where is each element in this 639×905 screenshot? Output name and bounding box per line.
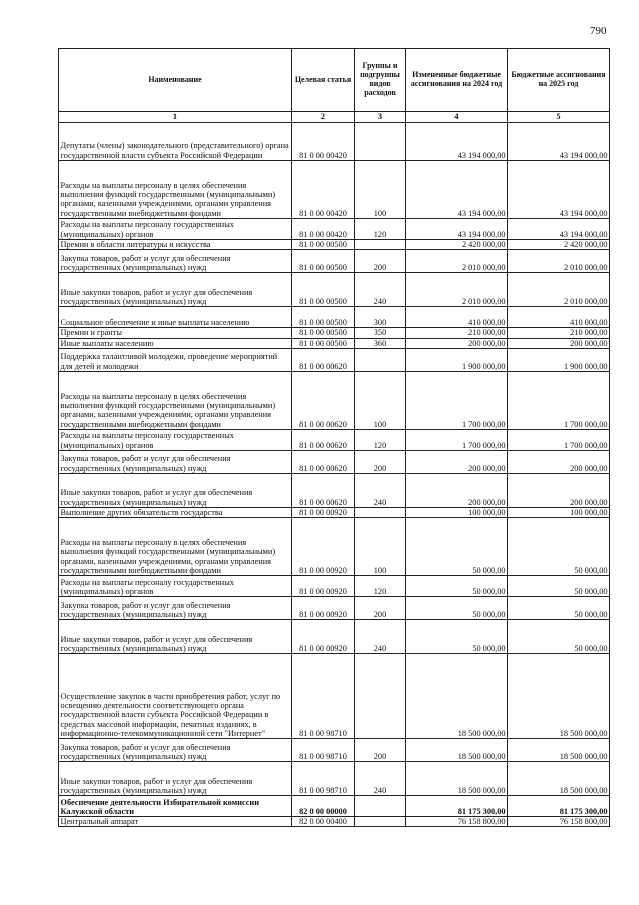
row-group-code [355,123,406,161]
row-amount-2024: 1 700 000,00 [406,429,508,450]
row-group-code: 120 [355,576,406,597]
row-group-code: 100 [355,161,406,219]
row-amount-2025: 210 000,00 [508,328,610,338]
row-name: Социальное обеспечение и иные выплаты населению [59,307,292,328]
row-name: Закупка товаров, работ и услуг для обеспечения государственных (муниципальных) нужд [59,450,292,473]
row-name: Выполнение других обязательств государства [59,507,292,517]
table-row [59,796,610,817]
row-target-code: 81 0 00 00620 [292,450,355,473]
row-group-code: 120 [355,219,406,240]
row-target-code: 81 0 00 98710 [292,654,355,739]
row-amount-2025: 1 900 000,00 [508,348,610,371]
row-group-code [355,507,406,517]
row-group-code: 200 [355,597,406,620]
row-group-code: 350 [355,328,406,338]
row-name: Закупка товаров, работ и услуг для обеспечения государственных (муниципальных) нужд [59,597,292,620]
header-name: Наименование [59,49,292,112]
row-amount-2024: 210 000,00 [406,328,508,338]
column-index: 2 [292,112,355,123]
row-target-code: 81 0 00 98710 [292,739,355,762]
row-amount-2024: 200 000,00 [406,338,508,348]
row-target-code: 81 0 00 00620 [292,429,355,450]
row-target-code: 81 0 00 00920 [292,597,355,620]
row-amount-2025: 76 158 800,00 [508,817,610,827]
row-name: Расходы на выплаты персоналу государственных (муниципальных) органов [59,576,292,597]
row-name: Закупка товаров, работ и услуг для обеспечения государственных (муниципальных) нужд [59,739,292,762]
row-amount-2025: 81 175 300,00 [508,796,610,817]
row-group-code: 240 [355,762,406,796]
table-row [59,739,610,762]
table-row [59,518,610,576]
table-row [59,348,610,371]
row-amount-2024: 100 000,00 [406,507,508,517]
row-target-code: 81 0 00 00620 [292,371,355,429]
row-group-code: 360 [355,338,406,348]
row-name: Иные закупки товаров, работ и услуг для обеспечения государственных (муниципальных) нужд [59,473,292,507]
table-row [59,620,610,654]
row-target-code: 81 0 00 00620 [292,473,355,507]
table-row [59,161,610,219]
column-index: 3 [355,112,406,123]
row-amount-2025: 2 420 000,00 [508,240,610,250]
table-row [59,307,610,328]
row-amount-2025: 1 700 000,00 [508,371,610,429]
row-name: Поддержка талантливой молодежи, проведение мероприятий для детей и молодежи [59,348,292,371]
column-index: 4 [406,112,508,123]
row-amount-2024: 50 000,00 [406,576,508,597]
row-name: Иные выплаты населению [59,338,292,348]
column-index-row [59,112,610,123]
row-amount-2024: 200 000,00 [406,450,508,473]
column-index: 5 [508,112,610,123]
row-amount-2024: 81 175 300,00 [406,796,508,817]
row-amount-2025: 200 000,00 [508,450,610,473]
row-amount-2025: 50 000,00 [508,518,610,576]
row-amount-2025: 2 010 000,00 [508,273,610,307]
row-group-code [355,348,406,371]
row-target-code: 81 0 00 00500 [292,338,355,348]
row-name: Осуществление закупок в части приобретения работ, услуг по освещению деятельности соответствующего органа государственной власти субъекта Российской Федерации в средствах массовой информации, печатных изданиях, в информационно-телекоммуникационной сети "Интернет" [59,654,292,739]
row-name: Премии и гранты [59,328,292,338]
row-name: Расходы на выплаты персоналу в целях обеспечения выполнения функций государственными (муниципальными) органами, казенными учреждениями, органами управления государственными внебюджетными фондами [59,371,292,429]
row-amount-2025: 2 010 000,00 [508,250,610,273]
table-row [59,123,610,161]
row-target-code: 81 0 00 00420 [292,161,355,219]
row-group-code [355,654,406,739]
row-target-code: 81 0 00 00420 [292,219,355,240]
row-amount-2025: 43 194 000,00 [508,123,610,161]
row-group-code: 120 [355,429,406,450]
row-amount-2024: 1 700 000,00 [406,371,508,429]
row-group-code: 200 [355,250,406,273]
table-row [59,597,610,620]
row-amount-2024: 18 500 000,00 [406,762,508,796]
row-group-code [355,240,406,250]
row-name: Иные закупки товаров, работ и услуг для обеспечения государственных (муниципальных) нужд [59,762,292,796]
row-name: Расходы на выплаты персоналу государственных (муниципальных) органов [59,219,292,240]
row-amount-2024: 76 158 800,00 [406,817,508,827]
table-row [59,576,610,597]
row-amount-2025: 18 500 000,00 [508,654,610,739]
budget-table [58,48,610,827]
row-target-code: 82 0 00 00000 [292,796,355,817]
row-group-code: 200 [355,450,406,473]
row-name: Расходы на выплаты персоналу в целях обеспечения выполнения функций государственными (муниципальными) органами, казенными учреждениями, органами управления государственными внебюджетными фондами [59,161,292,219]
page-number: 790 [590,25,607,37]
row-target-code: 81 0 00 00500 [292,250,355,273]
table-row [59,328,610,338]
row-name: Депутаты (члены) законодательного (представительного) органа государственной власти субъекта Российской Федерации [59,123,292,161]
table-row [59,250,610,273]
row-target-code: 81 0 00 00920 [292,507,355,517]
table-row [59,654,610,739]
row-amount-2024: 2 010 000,00 [406,273,508,307]
row-amount-2024: 50 000,00 [406,597,508,620]
row-amount-2025: 50 000,00 [508,576,610,597]
row-amount-2024: 18 500 000,00 [406,739,508,762]
header-groups: Группы и подгруппы видов расходов [355,49,406,112]
row-target-code: 81 0 00 00500 [292,328,355,338]
row-target-code: 81 0 00 00620 [292,348,355,371]
row-target-code: 81 0 00 00920 [292,576,355,597]
row-target-code: 81 0 00 00920 [292,518,355,576]
table-row [59,240,610,250]
row-amount-2024: 43 194 000,00 [406,219,508,240]
row-target-code: 82 0 00 00400 [292,817,355,827]
row-amount-2024: 410 000,00 [406,307,508,328]
row-name: Иные закупки товаров, работ и услуг для обеспечения государственных (муниципальных) нужд [59,273,292,307]
row-amount-2024: 50 000,00 [406,620,508,654]
table-row [59,762,610,796]
row-amount-2025: 50 000,00 [508,597,610,620]
row-name: Премии в области литературы и искусства [59,240,292,250]
row-amount-2025: 43 194 000,00 [508,219,610,240]
table-row [59,371,610,429]
table-row [59,817,610,827]
table-row [59,219,610,240]
row-amount-2024: 200 000,00 [406,473,508,507]
row-group-code: 240 [355,273,406,307]
row-amount-2025: 18 500 000,00 [508,762,610,796]
row-amount-2024: 43 194 000,00 [406,123,508,161]
row-name: Центральный аппарат [59,817,292,827]
row-name: Расходы на выплаты персоналу государственных (муниципальных) органов [59,429,292,450]
table-row [59,338,610,348]
header-changed-2024: Измененные бюджетные ассигнования на 2024 год [406,49,508,112]
row-name: Иные закупки товаров, работ и услуг для обеспечения государственных (муниципальных) нужд [59,620,292,654]
row-group-code: 300 [355,307,406,328]
row-amount-2025: 410 000,00 [508,307,610,328]
row-target-code: 81 0 00 00420 [292,123,355,161]
table-row [59,273,610,307]
row-group-code [355,817,406,827]
row-amount-2024: 18 500 000,00 [406,654,508,739]
row-group-code: 100 [355,371,406,429]
row-group-code: 100 [355,518,406,576]
table-row [59,473,610,507]
row-amount-2025: 200 000,00 [508,338,610,348]
row-amount-2024: 2 420 000,00 [406,240,508,250]
row-amount-2024: 43 194 000,00 [406,161,508,219]
row-group-code: 200 [355,739,406,762]
row-target-code: 81 0 00 00920 [292,620,355,654]
row-target-code: 81 0 00 00500 [292,307,355,328]
row-amount-2024: 1 900 000,00 [406,348,508,371]
row-amount-2025: 43 194 000,00 [508,161,610,219]
row-name: Расходы на выплаты персоналу в целях обеспечения выполнения функций государственными (муниципальными) органами, казенными учреждениями, органами управления государственными внебюджетными фондами [59,518,292,576]
table-row [59,429,610,450]
header-budget-2025: Бюджетные ассигнования на 2025 год [508,49,610,112]
row-amount-2025: 18 500 000,00 [508,739,610,762]
row-amount-2025: 50 000,00 [508,620,610,654]
header-target: Целевая статья [292,49,355,112]
row-target-code: 81 0 00 00500 [292,240,355,250]
row-group-code: 240 [355,620,406,654]
row-amount-2024: 2 010 000,00 [406,250,508,273]
header-row [59,49,610,112]
row-group-code: 240 [355,473,406,507]
row-amount-2025: 100 000,00 [508,507,610,517]
row-target-code: 81 0 00 00500 [292,273,355,307]
row-name: Закупка товаров, работ и услуг для обеспечения государственных (муниципальных) нужд [59,250,292,273]
table-row [59,507,610,517]
row-amount-2025: 200 000,00 [508,473,610,507]
table-row [59,450,610,473]
row-group-code [355,796,406,817]
row-amount-2024: 50 000,00 [406,518,508,576]
row-name: Обеспечение деятельности Избирательной комиссии Калужской области [59,796,292,817]
column-index: 1 [59,112,292,123]
row-target-code: 81 0 00 98710 [292,762,355,796]
row-amount-2025: 1 700 000,00 [508,429,610,450]
